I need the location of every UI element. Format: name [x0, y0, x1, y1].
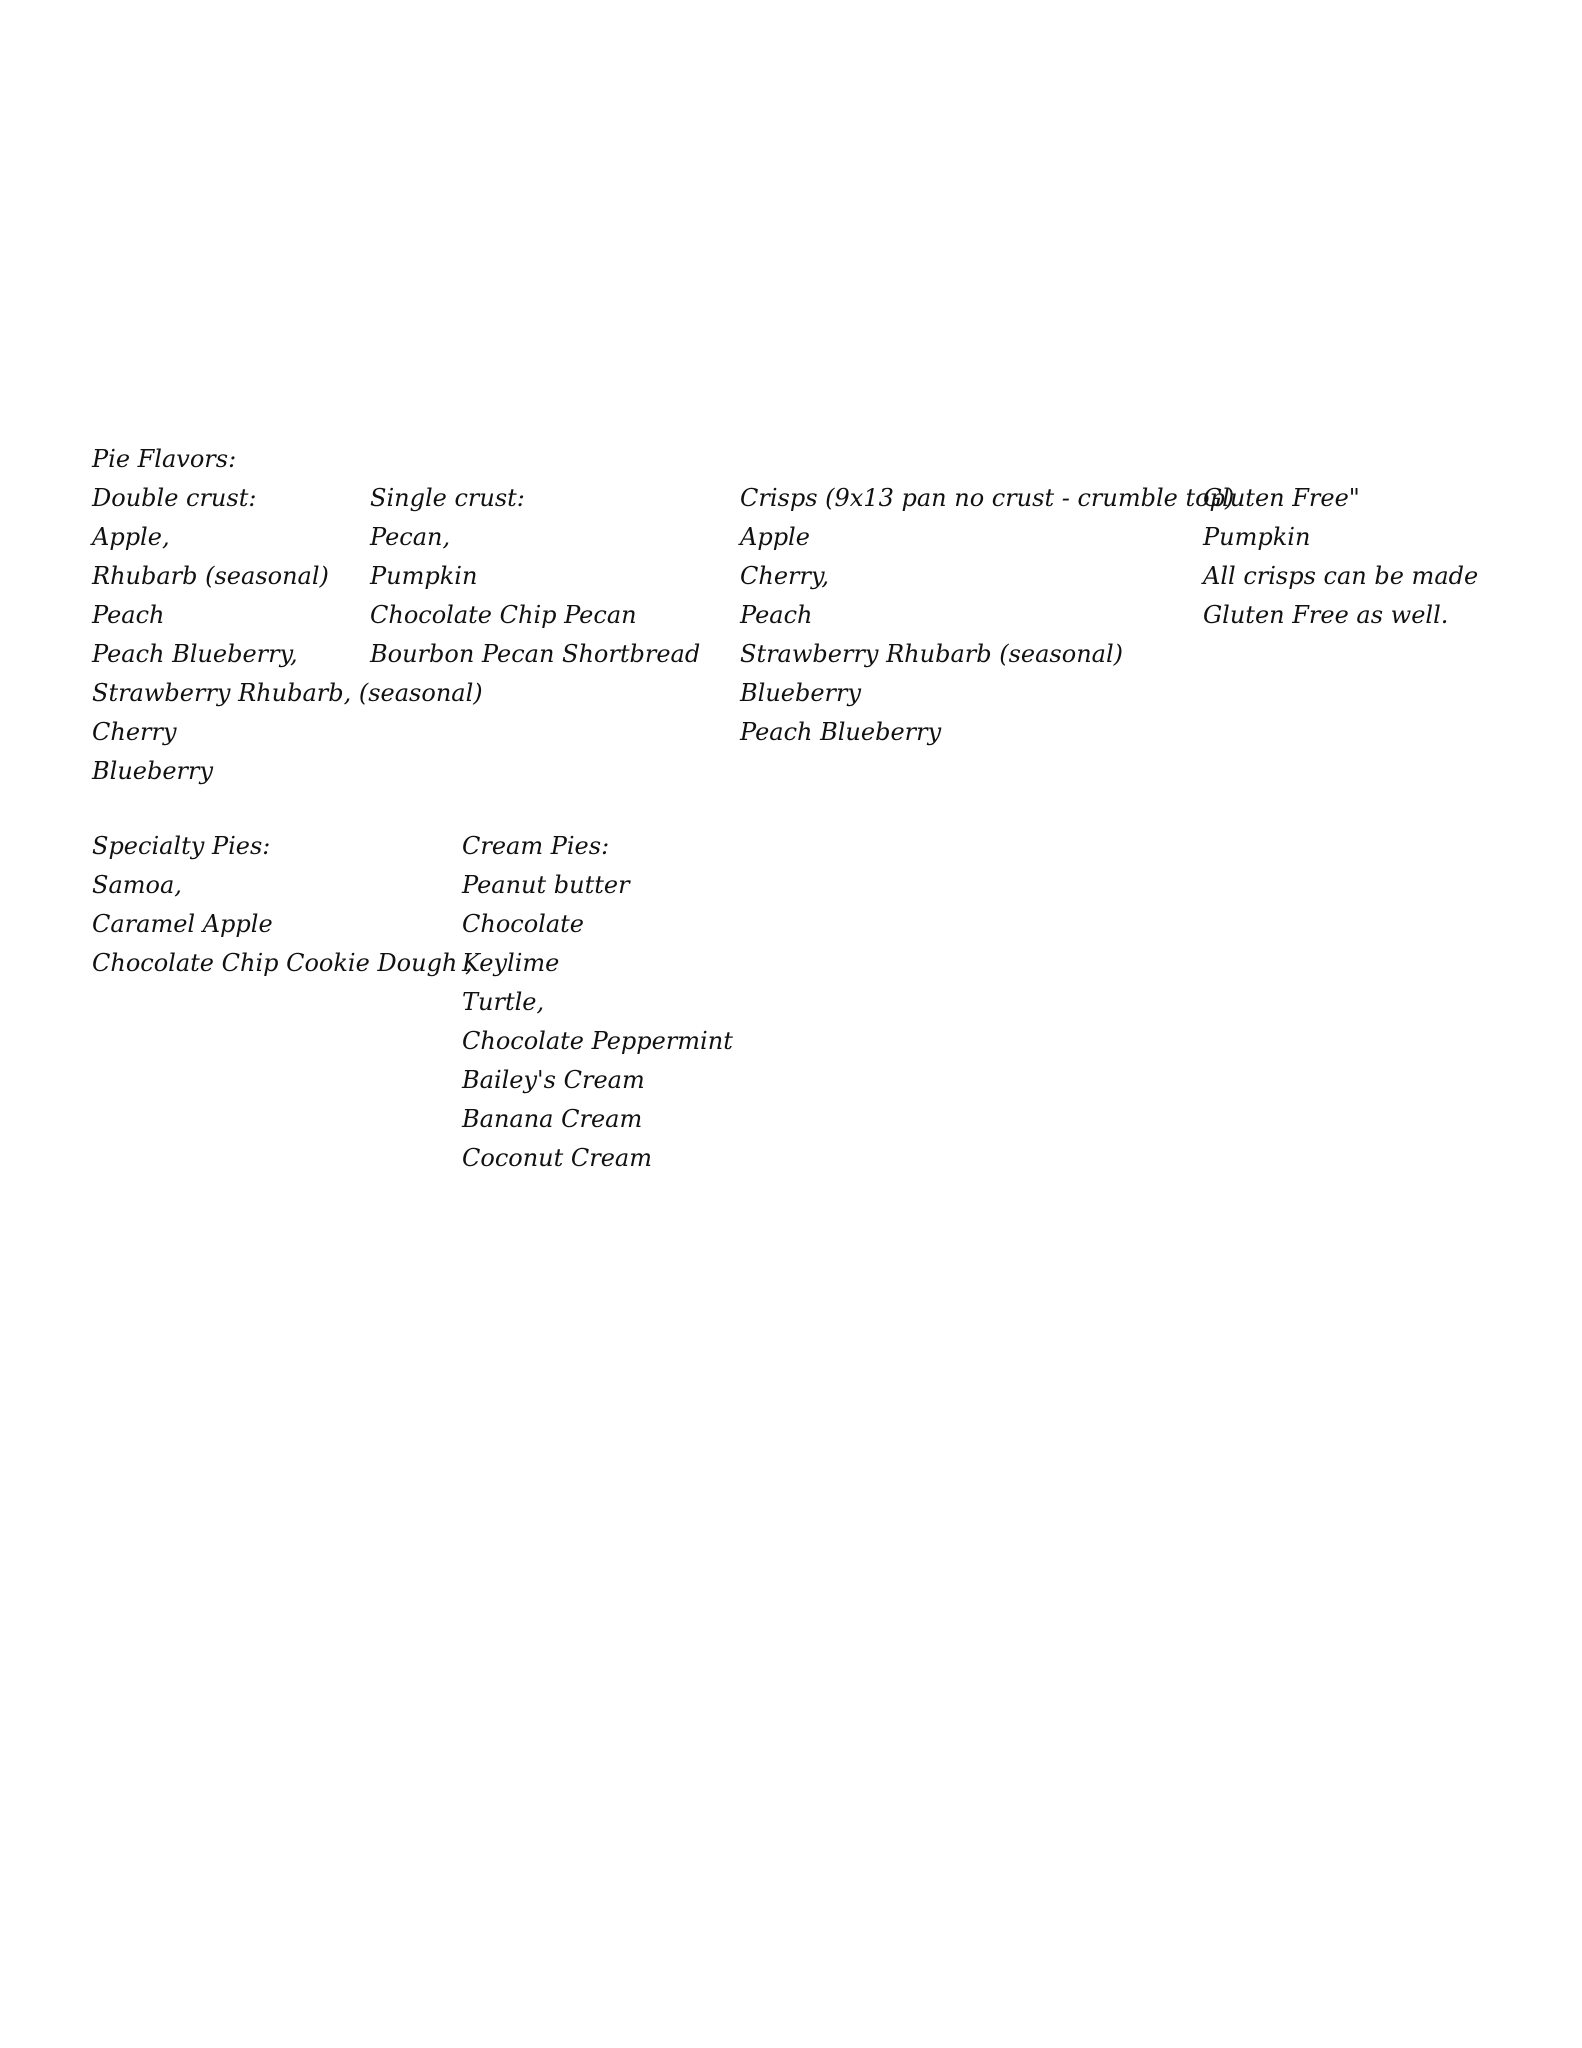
list-item: Blueberry	[92, 757, 214, 785]
list-item: Pecan,	[370, 523, 451, 551]
list-item: Keylime	[462, 949, 560, 977]
list-item: Peach	[740, 601, 813, 629]
cream-pies-section	[462, 827, 733, 1178]
specialty-pies-section	[92, 827, 473, 983]
list-item: Peach Blueberry,	[92, 640, 298, 668]
list-item: Banana Cream	[462, 1105, 643, 1133]
list-item: Gluten Free as well.	[1203, 601, 1449, 629]
list-item: Chocolate Peppermint	[462, 1027, 733, 1055]
list-item: Coconut Cream	[462, 1144, 652, 1172]
list-item: Apple,	[92, 523, 170, 551]
list-item: Rhubarb (seasonal)	[92, 562, 329, 590]
list-item: Caramel Apple	[92, 910, 273, 938]
list-item: Bailey's Cream	[462, 1066, 645, 1094]
list-item: Peanut butter	[462, 871, 630, 899]
list-item: Cherry,	[740, 562, 829, 590]
page-title: Pie Flavors:	[92, 445, 237, 473]
list-item: Peach	[92, 601, 165, 629]
single-crust-section	[370, 479, 700, 674]
gluten-free-heading: Gluten Free"	[1203, 484, 1360, 512]
specialty-pies-heading: Specialty Pies:	[92, 832, 271, 860]
list-item: Pumpkin	[1203, 523, 1311, 551]
list-item: Peach Blueberry	[740, 718, 942, 746]
list-item: Strawberry Rhubarb (seasonal)	[740, 640, 1123, 668]
single-crust-heading: Single crust:	[370, 484, 525, 512]
list-item: Apple	[740, 523, 810, 551]
list-item: All crisps can be made	[1203, 562, 1479, 590]
crisps-heading: Crisps (9x13 pan no crust - crumble top)	[740, 484, 1235, 512]
list-item: Blueberry	[740, 679, 862, 707]
list-item: Chocolate Chip Pecan	[370, 601, 637, 629]
list-item: Cherry	[92, 718, 177, 746]
list-item: Chocolate Chip Cookie Dough ,	[92, 949, 473, 977]
list-item: Bourbon Pecan Shortbread	[370, 640, 701, 668]
list-item: Pumpkin	[370, 562, 478, 590]
list-item: Strawberry Rhubarb, (seasonal)	[92, 679, 483, 707]
list-item: Turtle,	[462, 988, 545, 1016]
gluten-free-section	[1203, 479, 1478, 635]
list-item: Samoa,	[92, 871, 182, 899]
list-item: Chocolate	[462, 910, 584, 938]
double-crust-heading: Double crust:	[92, 484, 257, 512]
crisps-section	[740, 479, 1234, 752]
cream-pies-heading: Cream Pies:	[462, 832, 610, 860]
